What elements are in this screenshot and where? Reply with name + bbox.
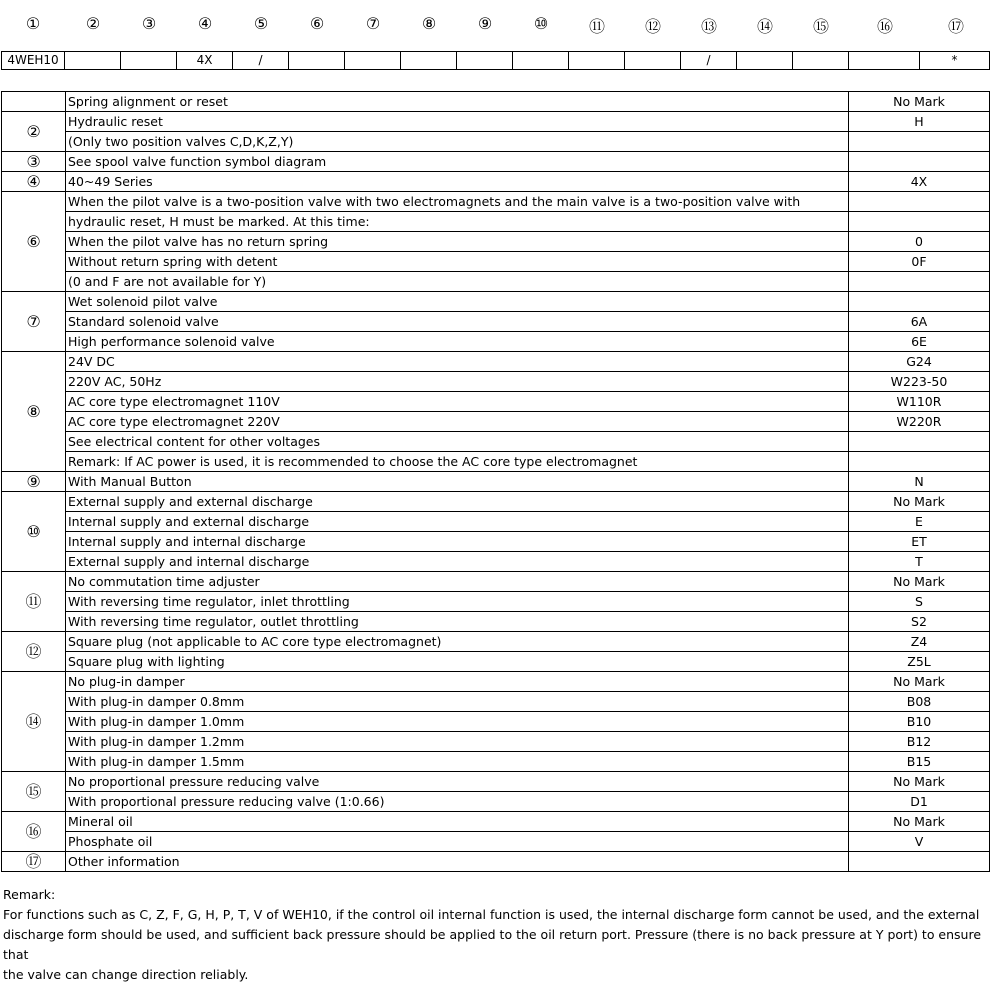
spec-row — [2, 592, 990, 612]
option-code: ET — [849, 532, 990, 552]
option-description: AC core type electromagnet 110V — [66, 392, 849, 412]
position-number: ④ — [197, 14, 213, 33]
option-code: T — [849, 552, 990, 572]
order-code-cell — [793, 52, 849, 70]
spec-row — [2, 452, 990, 472]
spec-row — [2, 212, 990, 232]
position-number: ⑨ — [477, 14, 493, 33]
position-number: ⑰ — [947, 17, 965, 36]
order-code-row — [2, 52, 990, 70]
option-description: Hydraulic reset — [66, 112, 849, 132]
option-description: No commutation time adjuster — [66, 572, 849, 592]
option-code — [849, 452, 990, 472]
option-description: High performance solenoid valve — [66, 332, 849, 352]
spec-row — [2, 512, 990, 532]
option-code: G24 — [849, 352, 990, 372]
position-number: ③ — [141, 14, 157, 33]
spec-row — [2, 292, 990, 312]
spec-row — [2, 832, 990, 852]
spec-row — [2, 532, 990, 552]
option-description: When the pilot valve has no return spring — [66, 232, 849, 252]
option-code: Z4 — [849, 632, 990, 652]
position-number: ⑧ — [421, 14, 437, 33]
option-code — [849, 432, 990, 452]
spec-row — [2, 92, 990, 112]
group-number: ③ — [2, 152, 66, 172]
position-number: ⑩ — [533, 14, 549, 33]
option-code: No Mark — [849, 672, 990, 692]
option-code: Z5L — [849, 652, 990, 672]
spec-row — [2, 152, 990, 172]
option-description: Wet solenoid pilot valve — [66, 292, 849, 312]
spec-row — [2, 192, 990, 212]
option-description: Remark: If AC power is used, it is recommended to choose the AC core type electromagnet — [66, 452, 849, 472]
option-description: With proportional pressure reducing valve (1:0.66) — [66, 792, 849, 812]
spec-row — [2, 172, 990, 192]
remark-line: the valve can change direction reliably. — [3, 967, 249, 982]
option-description: External supply and internal discharge — [66, 552, 849, 572]
option-description: Square plug (not applicable to AC core type electromagnet) — [66, 632, 849, 652]
option-description: Square plug with lighting — [66, 652, 849, 672]
remark-line: discharge form should be used, and sufficient back pressure should be applied to the oil return port. Pressure (there is no back pressure at Y port) to ensure that — [3, 927, 982, 962]
order-code-cell: * — [920, 52, 990, 70]
specification-table — [1, 91, 990, 872]
order-code-cell: / — [681, 52, 737, 70]
spec-row — [2, 132, 990, 152]
order-code-cell — [65, 52, 121, 70]
option-code: No Mark — [849, 92, 990, 112]
option-description: Mineral oil — [66, 812, 849, 832]
option-description: (Only two position valves C,D,K,Z,Y) — [66, 132, 849, 152]
group-number: ⑩ — [2, 492, 66, 572]
option-code: B15 — [849, 752, 990, 772]
order-code-table — [1, 51, 990, 70]
spec-row — [2, 812, 990, 832]
option-code: No Mark — [849, 772, 990, 792]
spec-row — [2, 712, 990, 732]
option-code: No Mark — [849, 812, 990, 832]
option-description: Spring alignment or reset — [66, 92, 849, 112]
option-code: 6A — [849, 312, 990, 332]
group-number: ⑭ — [2, 672, 66, 772]
option-code: W223-50 — [849, 372, 990, 392]
option-code: V — [849, 832, 990, 852]
option-code: H — [849, 112, 990, 132]
spec-row — [2, 432, 990, 452]
order-code-cell — [737, 52, 793, 70]
order-code-cell: / — [233, 52, 289, 70]
position-number: ⑤ — [253, 14, 269, 33]
option-description: Standard solenoid valve — [66, 312, 849, 332]
remarks-section — [3, 885, 991, 985]
option-code — [849, 192, 990, 212]
position-number: ⑬ — [700, 17, 718, 36]
option-code: N — [849, 472, 990, 492]
spec-row — [2, 112, 990, 132]
group-number: ⑯ — [2, 812, 66, 852]
position-number: ⑪ — [588, 17, 606, 36]
spec-row — [2, 652, 990, 672]
spec-row — [2, 312, 990, 332]
option-code: D1 — [849, 792, 990, 812]
option-code: B10 — [849, 712, 990, 732]
group-number: ② — [2, 112, 66, 152]
option-code — [849, 212, 990, 232]
option-description: External supply and external discharge — [66, 492, 849, 512]
position-number: ⑦ — [365, 14, 381, 33]
option-code: 6E — [849, 332, 990, 352]
spec-row — [2, 252, 990, 272]
spec-row — [2, 412, 990, 432]
group-number — [2, 92, 66, 112]
order-code-cell: 4X — [177, 52, 233, 70]
spec-row — [2, 372, 990, 392]
order-code-position-numbers — [0, 14, 991, 36]
option-description: 24V DC — [66, 352, 849, 372]
option-code: 0F — [849, 252, 990, 272]
group-number: ⑫ — [2, 632, 66, 672]
group-number: ⑨ — [2, 472, 66, 492]
group-number: ⑰ — [2, 852, 66, 872]
remark-text — [3, 905, 991, 985]
option-description: Internal supply and external discharge — [66, 512, 849, 532]
option-description: (0 and F are not available for Y) — [66, 272, 849, 292]
spec-row — [2, 612, 990, 632]
option-code: W220R — [849, 412, 990, 432]
option-description: See spool valve function symbol diagram — [66, 152, 849, 172]
option-description: With reversing time regulator, outlet throttling — [66, 612, 849, 632]
option-code — [849, 292, 990, 312]
option-code — [849, 132, 990, 152]
option-description: Without return spring with detent — [66, 252, 849, 272]
option-code: W110R — [849, 392, 990, 412]
remark-title: Remark: — [3, 887, 56, 902]
group-number: ④ — [2, 172, 66, 192]
option-description: With plug-in damper 1.2mm — [66, 732, 849, 752]
spec-row — [2, 752, 990, 772]
spec-row — [2, 492, 990, 512]
order-code-cell — [345, 52, 401, 70]
option-code: No Mark — [849, 572, 990, 592]
position-number: ⑥ — [309, 14, 325, 33]
option-code: 0 — [849, 232, 990, 252]
order-code-cell — [569, 52, 625, 70]
option-code: S2 — [849, 612, 990, 632]
option-description: hydraulic reset, H must be marked. At this time: — [66, 212, 849, 232]
remark-line: For functions such as C, Z, F, G, H, P, T, V of WEH10, if the control oil internal function is used, the internal discharge form cannot be used, and the external — [3, 907, 980, 922]
spec-row — [2, 232, 990, 252]
option-description: 220V AC, 50Hz — [66, 372, 849, 392]
group-number: ⑪ — [2, 572, 66, 632]
order-code-cell — [121, 52, 177, 70]
option-code — [849, 152, 990, 172]
position-number: ① — [25, 14, 41, 33]
option-code: No Mark — [849, 492, 990, 512]
position-number: ⑭ — [756, 17, 774, 36]
spec-row — [2, 392, 990, 412]
option-code — [849, 272, 990, 292]
option-description: No proportional pressure reducing valve — [66, 772, 849, 792]
order-code-cell — [625, 52, 681, 70]
option-description: Phosphate oil — [66, 832, 849, 852]
order-code-cell — [457, 52, 513, 70]
option-description: No plug-in damper — [66, 672, 849, 692]
option-description: With Manual Button — [66, 472, 849, 492]
group-number: ⑥ — [2, 192, 66, 292]
order-code-cell — [849, 52, 920, 70]
spec-row — [2, 552, 990, 572]
group-number: ⑮ — [2, 772, 66, 812]
spec-row — [2, 732, 990, 752]
spec-row — [2, 332, 990, 352]
spec-row — [2, 852, 990, 872]
spec-row — [2, 672, 990, 692]
option-code: E — [849, 512, 990, 532]
order-code-cell: 4WEH10 — [2, 52, 65, 70]
option-code — [849, 852, 990, 872]
spec-row — [2, 772, 990, 792]
group-number: ⑧ — [2, 352, 66, 472]
option-description: With plug-in damper 0.8mm — [66, 692, 849, 712]
option-description: With reversing time regulator, inlet throttling — [66, 592, 849, 612]
option-description: With plug-in damper 1.5mm — [66, 752, 849, 772]
option-code: S — [849, 592, 990, 612]
spec-row — [2, 792, 990, 812]
option-description: Internal supply and internal discharge — [66, 532, 849, 552]
spec-row — [2, 572, 990, 592]
spec-row — [2, 272, 990, 292]
option-description: Other information — [66, 852, 849, 872]
spec-row — [2, 692, 990, 712]
option-description: When the pilot valve is a two-position valve with two electromagnets and the main valve is a two-position valve with — [66, 192, 849, 212]
order-code-cell — [401, 52, 457, 70]
option-description: See electrical content for other voltages — [66, 432, 849, 452]
option-code: 4X — [849, 172, 990, 192]
option-description: AC core type electromagnet 220V — [66, 412, 849, 432]
spec-row — [2, 472, 990, 492]
group-number: ⑦ — [2, 292, 66, 352]
option-description: With plug-in damper 1.0mm — [66, 712, 849, 732]
position-number: ⑯ — [876, 17, 894, 36]
spec-row — [2, 632, 990, 652]
position-number: ② — [85, 14, 101, 33]
option-description: 40~49 Series — [66, 172, 849, 192]
position-number: ⑮ — [812, 17, 830, 36]
spec-row — [2, 352, 990, 372]
order-code-cell — [289, 52, 345, 70]
option-code: B08 — [849, 692, 990, 712]
position-number: ⑫ — [644, 17, 662, 36]
option-code: B12 — [849, 732, 990, 752]
order-code-cell — [513, 52, 569, 70]
